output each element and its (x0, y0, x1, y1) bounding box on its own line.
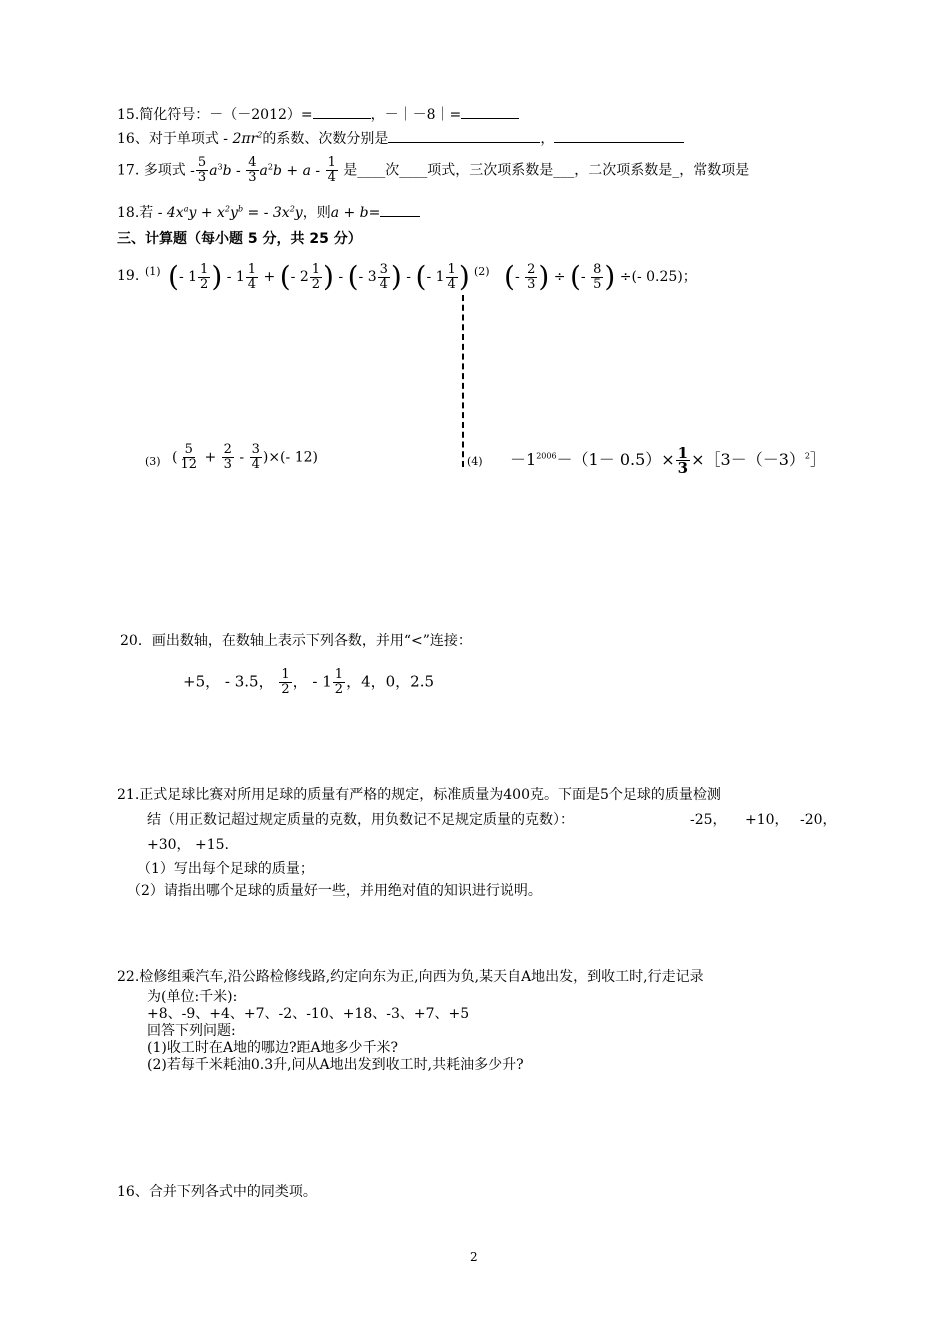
sub-question: (1)收工时在A地的哪边?距A地多少千米? (147, 1040, 399, 1056)
question-18: 18.若 - $4x^ay + x^2y^b$ = - $3x^2y$，则a + b= (117, 202, 420, 222)
answer-blank[interactable] (313, 104, 371, 119)
equation: - $4x^ay + x^2y^b$ = - $3x^2y$ (157, 204, 303, 221)
answer-blank[interactable] (554, 128, 684, 143)
part-label: (1) (145, 265, 161, 278)
answer-blank[interactable] (461, 104, 519, 119)
answer-blank[interactable] (388, 128, 540, 143)
value: -20， (800, 812, 837, 828)
question-17: 17. 多项式 - $\frac{5}{3}$ $a^3b$ - $\frac{4}{3}$ $a^2b + a$ - $\frac{1}{4}$ 是____次____项式，三次项系数是___，二次项系数是_，常数项是 (117, 155, 750, 185)
expression-2: (- $\frac{2}{3}$ ) ÷ (- $\frac{8}{5}$ ) ÷(- 0.25)； (504, 260, 697, 293)
question-22-line2: 为(单位:千米): (147, 989, 238, 1005)
question-22-line1: 22.检修组乘汽车,沿公路检修线路,约定向东为正,向西为负,某天自A地出发，到收工时,行走记录 (117, 969, 704, 985)
polynomial: - $\frac{5}{3}$ $a^3b$ - $\frac{4}{3}$ $a^2b + a$ - $\frac{1}{4}$ (190, 155, 336, 185)
answer-blank[interactable] (380, 202, 420, 217)
question-16b: 16、合并下列各式中的同类项。 (117, 1184, 317, 1200)
sub-question: （1）写出每个足球的质量； (137, 861, 314, 877)
sub-question: (2)若每千米耗油0.3升,问从A地出发到收工时,共耗油多少升? (147, 1057, 524, 1073)
question-21-line3: +30， +15. (147, 837, 229, 853)
part-label: (3) (145, 455, 161, 468)
expression-1: (- 1 $\frac{1}{2}$ ) - 1 $\frac{1}{4}$ + (- 2 $\frac{1}{2}$ ) - (- 3 $\frac{3}{4}$ ) - (- 1 $\frac{1}{4}$ ) (168, 260, 470, 293)
page-number: 2 (470, 1250, 478, 1264)
monomial: - $2\pi r^2$ (223, 130, 263, 147)
value: +10， (745, 812, 789, 828)
expression-4: $-1^{2006}-(1- 0.5)\times$ $\frac{1}{3}$ $\times[3-(-3)^2]$ (510, 444, 826, 477)
question-16: 16、对于单项式 - $2\pi r^2$的系数、次数分别是 ， (117, 128, 684, 148)
question-22-prompt: 回答下列问题: (147, 1023, 236, 1039)
question-20: 20．画出数轴，在数轴上表示下列各数，并用“<”连接： (120, 633, 472, 649)
expression-3: ( $\frac{5}{12}$ + $\frac{2}{3}$ - $\frac{3}{4}$ )×(- 12) (172, 442, 318, 472)
part-label: (2) (474, 265, 490, 278)
dashed-divider (462, 295, 464, 467)
sub-question: （2）请指出哪个足球的质量好一些，并用绝对值的知识进行说明。 (127, 883, 542, 899)
record-values: +8、-9、+4、+7、-2、-10、+18、-3、+7、+5 (147, 1006, 470, 1022)
question-15: 15.简化符号：－（－2012）= ，－｜－8｜= (117, 104, 519, 124)
part-label: (4) (467, 455, 483, 468)
section-heading: 三、计算题（每小题 5 分，共 25 分） (117, 231, 362, 247)
question-19: 19. (117, 268, 140, 284)
value: -25， (690, 812, 727, 828)
number-list: +5， - 3.5， $\frac{1}{2}$ ， - 1 $\frac{1}{2}$ ，4，0，2.5 (183, 667, 435, 697)
question-21-line2: 结（用正数记超过规定质量的克数，用负数记不足规定质量的克数）： (147, 812, 574, 828)
question-21-line1: 21.正式足球比赛对所用足球的质量有严格的规定，标准质量为400克。下面是5个足球的质量检测 (117, 787, 721, 803)
